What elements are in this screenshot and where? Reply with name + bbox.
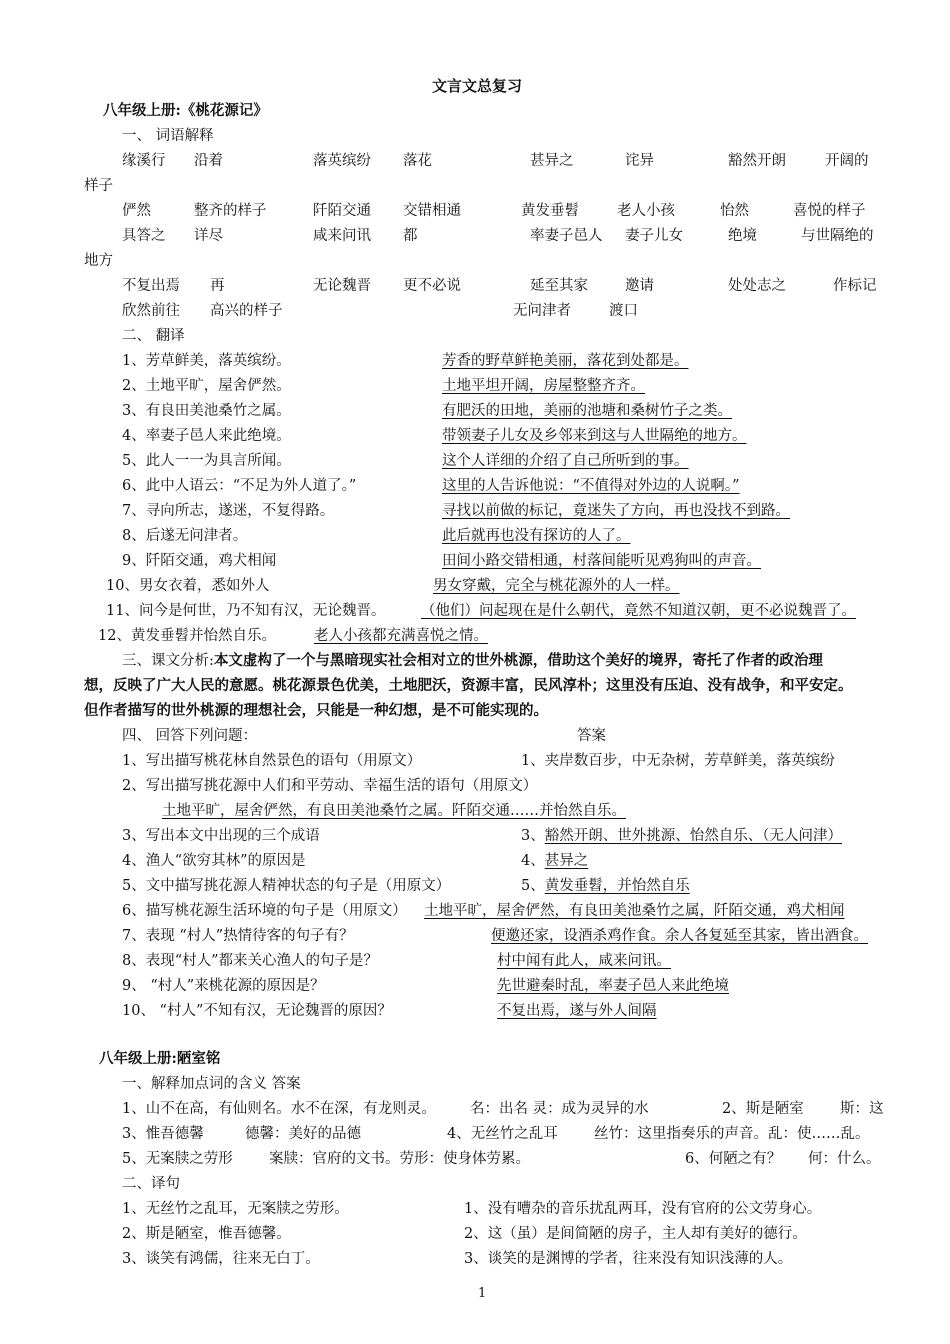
definition-source: 1、山不在高，有仙则名。水不在深，有龙则灵。 — [122, 1101, 436, 1117]
vocab-meaning: 详尽 — [194, 228, 223, 244]
answer-number: 3、 — [521, 828, 545, 844]
question: 9、 “村人”来桃花源的原因是？ — [122, 978, 325, 994]
definition-source: 6、何陋之有？ — [685, 1151, 782, 1167]
analysis-label: 三、课文分析: — [122, 653, 214, 669]
vocab-term: 无问津者 — [513, 303, 571, 319]
vocab-meaning: 诧异 — [625, 153, 654, 169]
translation-answer: 这个人详细的介绍了自己所听到的事。 — [442, 453, 689, 469]
translation-answer: 土地平坦开阔，房屋整整齐齐。 — [442, 378, 645, 394]
subsection-heading: 四、 回答下列问题： — [122, 728, 258, 744]
vocab-term: 怡然 — [720, 203, 749, 219]
definition-answer: 斯：这 — [840, 1101, 884, 1117]
answer: 便邀还家，设酒杀鸡作食。余人各复延至其家，皆出酒食。 — [491, 928, 868, 944]
translation-source: 8、后遂无问津者。 — [122, 528, 248, 544]
definition-answer: 丝竹：这里指奏乐的声音。乱：使……乱。 — [594, 1126, 870, 1142]
answer: 先世避秦时乱，率妻子邑人来此绝境 — [497, 978, 729, 994]
translation-answer: 芳香的野草鲜艳美丽，落花到处都是。 — [442, 353, 689, 369]
analysis-paragraph — [122, 651, 823, 671]
answer-text: 甚异之 — [544, 853, 589, 869]
vocab-term: 落英缤纷 — [313, 153, 371, 169]
translation-source: 4、率妻子邑人来此绝境。 — [122, 428, 291, 444]
question: 7、表现 “村人”热情待客的句子有？ — [122, 928, 354, 944]
answer-number: 5、 — [521, 878, 545, 894]
vocab-meaning: 与世隔绝的 — [801, 228, 874, 244]
translation-source: 3、有良田美池桑竹之属。 — [122, 403, 291, 419]
translation-answer: 此后就再也没有探访的人了。 — [442, 528, 631, 544]
translation-source: 12、黄发垂髫并怡然自乐。 — [98, 628, 276, 644]
vocab-term: 延至其家 — [530, 278, 588, 294]
answer-label: 答案 — [577, 728, 606, 744]
vocab-term: 咸来问讯 — [313, 228, 371, 244]
vocab-meaning: 更不必说 — [403, 278, 461, 294]
subsection-heading: 二、 翻译 — [122, 328, 185, 344]
definition-answer: 案牍：官府的文书。劳形：使身体劳累。 — [269, 1151, 530, 1167]
analysis-text: 想，反映了广大人民的意愿。桃花源景色优美，土地肥沃，资源丰富，民风淳朴；这里没有压迫、没有战争，和平安定。 — [84, 677, 853, 694]
translation-answer: 1、没有嘈杂的音乐扰乱两耳，没有官府的公文劳身心。 — [464, 1201, 822, 1217]
translation-source: 3、谈笑有鸿儒，往来无白丁。 — [122, 1251, 320, 1267]
translation-answer: 有肥沃的田地，美丽的池塘和桑树竹子之类。 — [442, 403, 732, 419]
translation-source: 1、芳草鲜美，落英缤纷。 — [122, 353, 291, 369]
vocab-meaning: 高兴的样子 — [210, 303, 283, 319]
answer: 村中闻有此人，咸来问讯。 — [497, 953, 671, 969]
analysis-text: 本文虚构了一个与黑暗现实社会相对立的世外桃源，借助这个美好的境界，寄托了作者的政治理 — [213, 652, 823, 669]
definition-answer: 德馨：美好的品德 — [245, 1126, 361, 1142]
question: 6、描写桃花源生活环境的句子是（用原文） — [122, 903, 407, 919]
vocab-meaning: 再 — [210, 278, 225, 294]
vocab-meaning: 样子 — [84, 178, 113, 194]
vocab-meaning: 地方 — [84, 253, 113, 269]
question: 2、写出描写挑花源中人们和平劳动、幸福生活的语句（用原文） — [122, 778, 538, 794]
translation-answer: 男女穿戴，完全与桃花源外的人一样。 — [433, 578, 680, 594]
answer — [521, 826, 842, 846]
section-heading: 八年级上册:《桃花源记》 — [103, 102, 268, 119]
analysis-text: 但作者描写的世外桃源的理想社会，只能是一种幻想，是不可能实现的。 — [84, 702, 548, 719]
vocab-term: 甚异之 — [530, 153, 574, 169]
vocab-meaning: 都 — [403, 228, 418, 244]
vocab-meaning: 交错相通 — [403, 203, 461, 219]
definition-source: 4、无丝竹之乱耳 — [447, 1126, 558, 1142]
translation-answer: 这里的人告诉他说：“不值得对外边的人说啊。” — [442, 478, 740, 494]
vocab-term: 无论魏晋 — [313, 278, 371, 294]
question: 3、写出本文中出现的三个成语 — [122, 828, 320, 844]
definition-source: 5、无案牍之劳形 — [122, 1151, 233, 1167]
translation-source: 2、土地平旷，屋舍俨然。 — [122, 378, 291, 394]
question: 8、表现“村人”都来关心渔人的句子是？ — [122, 953, 379, 969]
vocab-meaning: 老人小孩 — [617, 203, 675, 219]
translation-source: 10、男女衣着，悉如外人 — [106, 578, 270, 594]
subsection-heading: 一、 词语解释 — [122, 128, 214, 144]
vocab-term: 欣然前往 — [122, 303, 180, 319]
translation-source: 11、问今是何世，乃不知有汉，无论魏晋。 — [106, 603, 386, 619]
definition-source: 2、斯是陋室 — [722, 1101, 804, 1117]
vocab-term: 不复出焉 — [122, 278, 180, 294]
answer: 土地平旷，屋舍俨然，有良田美池桑竹之属。阡陌交通……并怡然自乐。 — [162, 803, 626, 819]
answer — [521, 876, 690, 896]
vocab-term: 缘溪行 — [122, 153, 166, 169]
vocab-term: 阡陌交通 — [313, 203, 371, 219]
answer-text: 豁然开朗、世外挑源、怡然自乐、（无人问津） — [544, 828, 842, 844]
vocab-meaning: 沿着 — [194, 153, 223, 169]
vocab-term: 率妻子邑人 — [530, 228, 603, 244]
answer: 1、夹岸数百步，中无杂树，芳草鲜美，落英缤纷 — [521, 753, 835, 769]
vocab-meaning: 作标记 — [833, 278, 877, 294]
vocab-term: 处处志之 — [728, 278, 786, 294]
vocab-term: 绝境 — [728, 228, 757, 244]
question: 1、写出描写桃花林自然景色的语句（用原文） — [122, 753, 422, 769]
definition-answer: 名：出名 灵：成为灵异的水 — [470, 1101, 649, 1117]
vocab-meaning: 落花 — [403, 153, 432, 169]
page-number: 1 — [478, 1286, 487, 1301]
vocab-meaning: 整齐的样子 — [194, 203, 267, 219]
translation-answer: 老人小孩都充满喜悦之情。 — [314, 628, 488, 644]
answer — [521, 851, 588, 871]
subsection-heading: 一、解释加点词的含义 答案 — [122, 1076, 301, 1092]
translation-source: 1、无丝竹之乱耳，无案牍之劳形。 — [122, 1201, 349, 1217]
vocab-term: 具答之 — [122, 228, 166, 244]
vocab-meaning: 开阔的 — [825, 153, 869, 169]
vocab-meaning: 邀请 — [625, 278, 654, 294]
vocab-meaning: 妻子儿女 — [625, 228, 683, 244]
vocab-term: 豁然开朗 — [728, 153, 786, 169]
translation-answer: （他们）问起现在是什么朝代，竟然不知道汉朝，更不必说魏晋了。 — [421, 603, 856, 619]
translation-source: 5、此人一一为具言所闻。 — [122, 453, 291, 469]
subsection-heading: 二、译句 — [122, 1176, 180, 1192]
answer-number: 4、 — [521, 853, 545, 869]
vocab-term: 俨然 — [122, 203, 151, 219]
translation-source: 6、此中人语云：“不足为外人道了。” — [122, 478, 357, 494]
translation-source: 2、斯是陋室，惟吾德馨。 — [122, 1226, 291, 1242]
translation-answer: 寻找以前做的标记，竟迷失了方向，再也没找不到路。 — [442, 503, 790, 519]
question: 5、文中描写挑花源人精神状态的句子是（用原文） — [122, 878, 451, 894]
translation-answer: 3、谈笑的是渊博的学者，往来没有知识浅薄的人。 — [464, 1251, 793, 1267]
page-title: 文言文总复习 — [432, 77, 523, 95]
section-heading: 八年级上册:陋室铭 — [99, 1050, 221, 1067]
translation-answer: 田间小路交错相通，村落间能听见鸡狗叫的声音。 — [442, 553, 761, 569]
translation-answer: 带领妻子儿女及乡邻来到这与人世隔绝的地方。 — [442, 428, 747, 444]
translation-answer: 2、这（虽）是间简陋的房子，主人却有美好的德行。 — [464, 1226, 807, 1242]
answer: 土地平旷，屋舍俨然，有良田美池桑竹之属，阡陌交通，鸡犬相闻 — [424, 903, 845, 919]
translation-source: 9、阡陌交通，鸡犬相闻 — [122, 553, 277, 569]
vocab-meaning: 渡口 — [609, 303, 638, 319]
answer: 不复出焉，遂与外人间隔 — [497, 1003, 657, 1019]
vocab-meaning: 喜悦的样子 — [793, 203, 866, 219]
vocab-term: 黄发垂髫 — [521, 203, 579, 219]
translation-source: 7、寻向所志，遂迷，不复得路。 — [122, 503, 335, 519]
question: 4、渔人“欲穷其林”的原因是 — [122, 853, 306, 869]
definition-answer: 何：什么。 — [808, 1151, 881, 1167]
definition-source: 3、惟吾德馨 — [122, 1126, 204, 1142]
question: 10、 “村人”不知有汉，无论魏晋的原因？ — [122, 1003, 392, 1019]
answer-text: 黄发垂髫，并怡然自乐 — [544, 878, 690, 894]
